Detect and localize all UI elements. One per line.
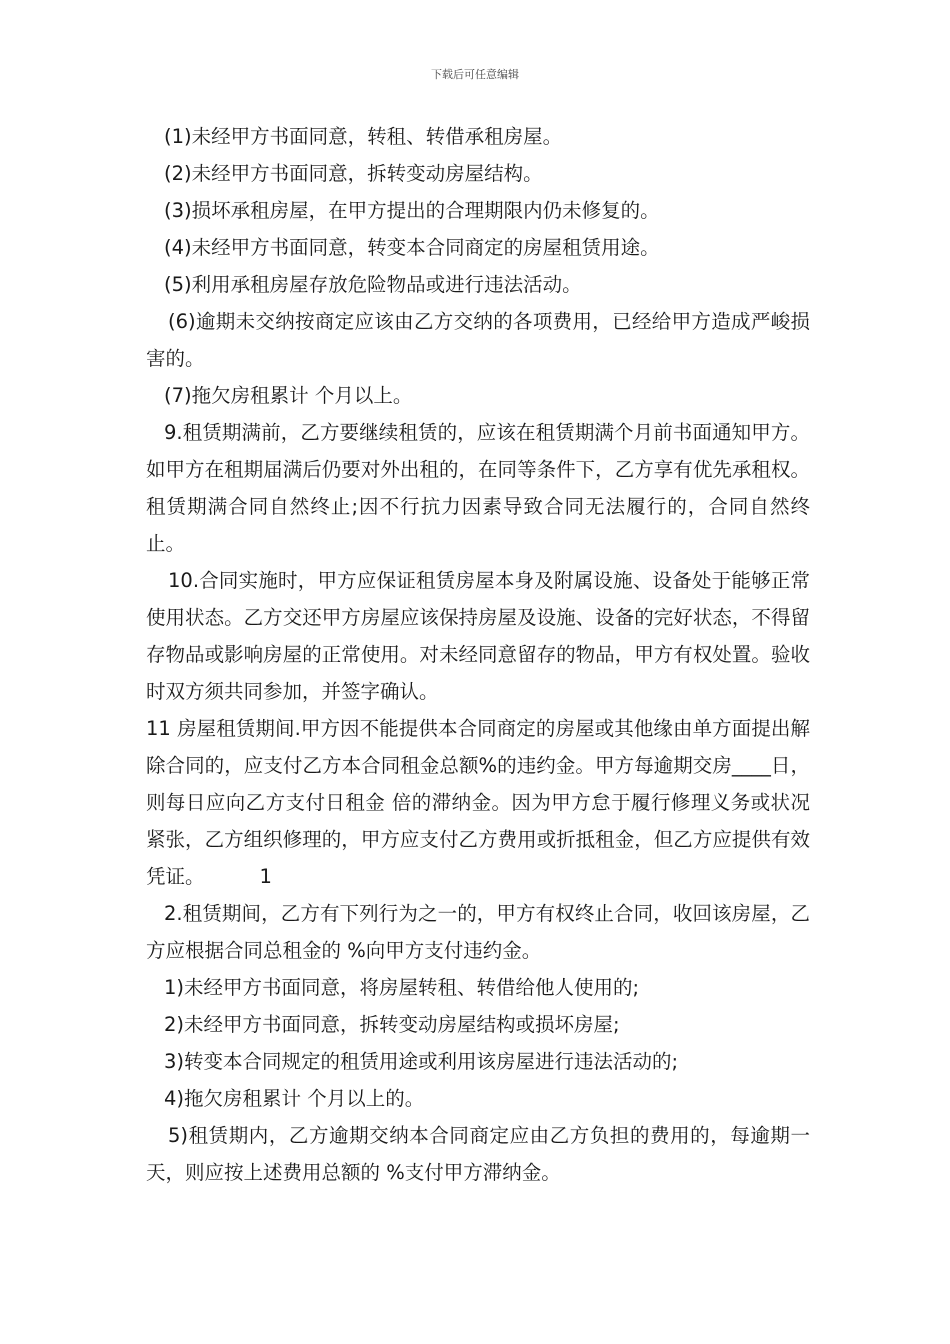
paragraph-4: (4)未经甲方书面同意，转变本合同商定的房屋租赁用途。 — [164, 236, 660, 259]
paragraph-6: (6)逾期未交纳按商定应该由乙方交纳的各项费用，已经给甲方造成严峻损害的。 — [146, 310, 810, 370]
clause-9: 9.租赁期满前，乙方要继续租赁的，应该在租赁期满个月前书面通知甲方。如甲方在租期届满后仍要对外出租的，在同等条件下，乙方享有优先承租权。租赁期满合同自然终止;因不行抗力因素导致合同无法履行的，合同自然终止。 — [146, 421, 810, 555]
page-number: 1 — [259, 865, 272, 888]
paragraph-5: (5)利用承租房屋存放危险物品或进行违法活动。 — [164, 273, 582, 296]
clause-2: 2.租赁期间，乙方有下列行为之一的，甲方有权终止合同，收回该房屋，乙方应根据合同总租金的 %向甲方支付违约金。 — [146, 902, 810, 962]
paragraph-7: (7)拖欠房租累计 个月以上。 — [164, 384, 413, 407]
paragraph-3: (3)损坏承租房屋，在甲方提出的合理期限内仍未修复的。 — [164, 199, 660, 222]
sub-item-4: 4)拖欠房租累计 个月以上的。 — [164, 1087, 425, 1110]
clause-11: 11 房屋租赁期间.甲方因不能提供本合同商定的房屋或其他缘由单方面提出解除合同的，应支付乙方本合同租金总额%的违约金。甲方每逾期交房____日，则每日应向乙方支付日租金 倍的滞纳金。因为甲方怠于履行修理义务或状况紧张，乙方组织修理的，甲方应支付乙方费用或折抵租金，但乙方应提供有效凭证。 1 — [146, 710, 810, 895]
clause-10: 10.合同实施时，甲方应保证租赁房屋本身及附属设施、设备处于能够正常使用状态。乙方交还甲方房屋应该保持房屋及设施、设备的完好状态，不得留存物品或影响房屋的正常使用。对未经同意留存的物品，甲方有权处置。验收时双方须共同参加，并签字确认。 — [146, 569, 810, 703]
paragraph-2: (2)未经甲方书面同意，拆转变动房屋结构。 — [164, 162, 543, 185]
sub-item-2: 2)未经甲方书面同意，拆转变动房屋结构或损坏房屋; — [164, 1013, 620, 1036]
sub-item-1: 1)未经甲方书面同意，将房屋转租、转借给他人使用的; — [164, 976, 640, 999]
document-body — [146, 118, 810, 1191]
sub-item-3: 3)转变本合同规定的租赁用途或利用该房屋进行违法活动的; — [164, 1050, 679, 1073]
page-header: 下载后可任意编辑 — [431, 68, 519, 81]
sub-item-5: 5)租赁期内，乙方逾期交纳本合同商定应由乙方负担的费用的，每逾期一天，则应按上述费用总额的 %支付甲方滞纳金。 — [146, 1124, 810, 1184]
paragraph-1: (1)未经甲方书面同意，转租、转借承租房屋。 — [164, 125, 563, 148]
